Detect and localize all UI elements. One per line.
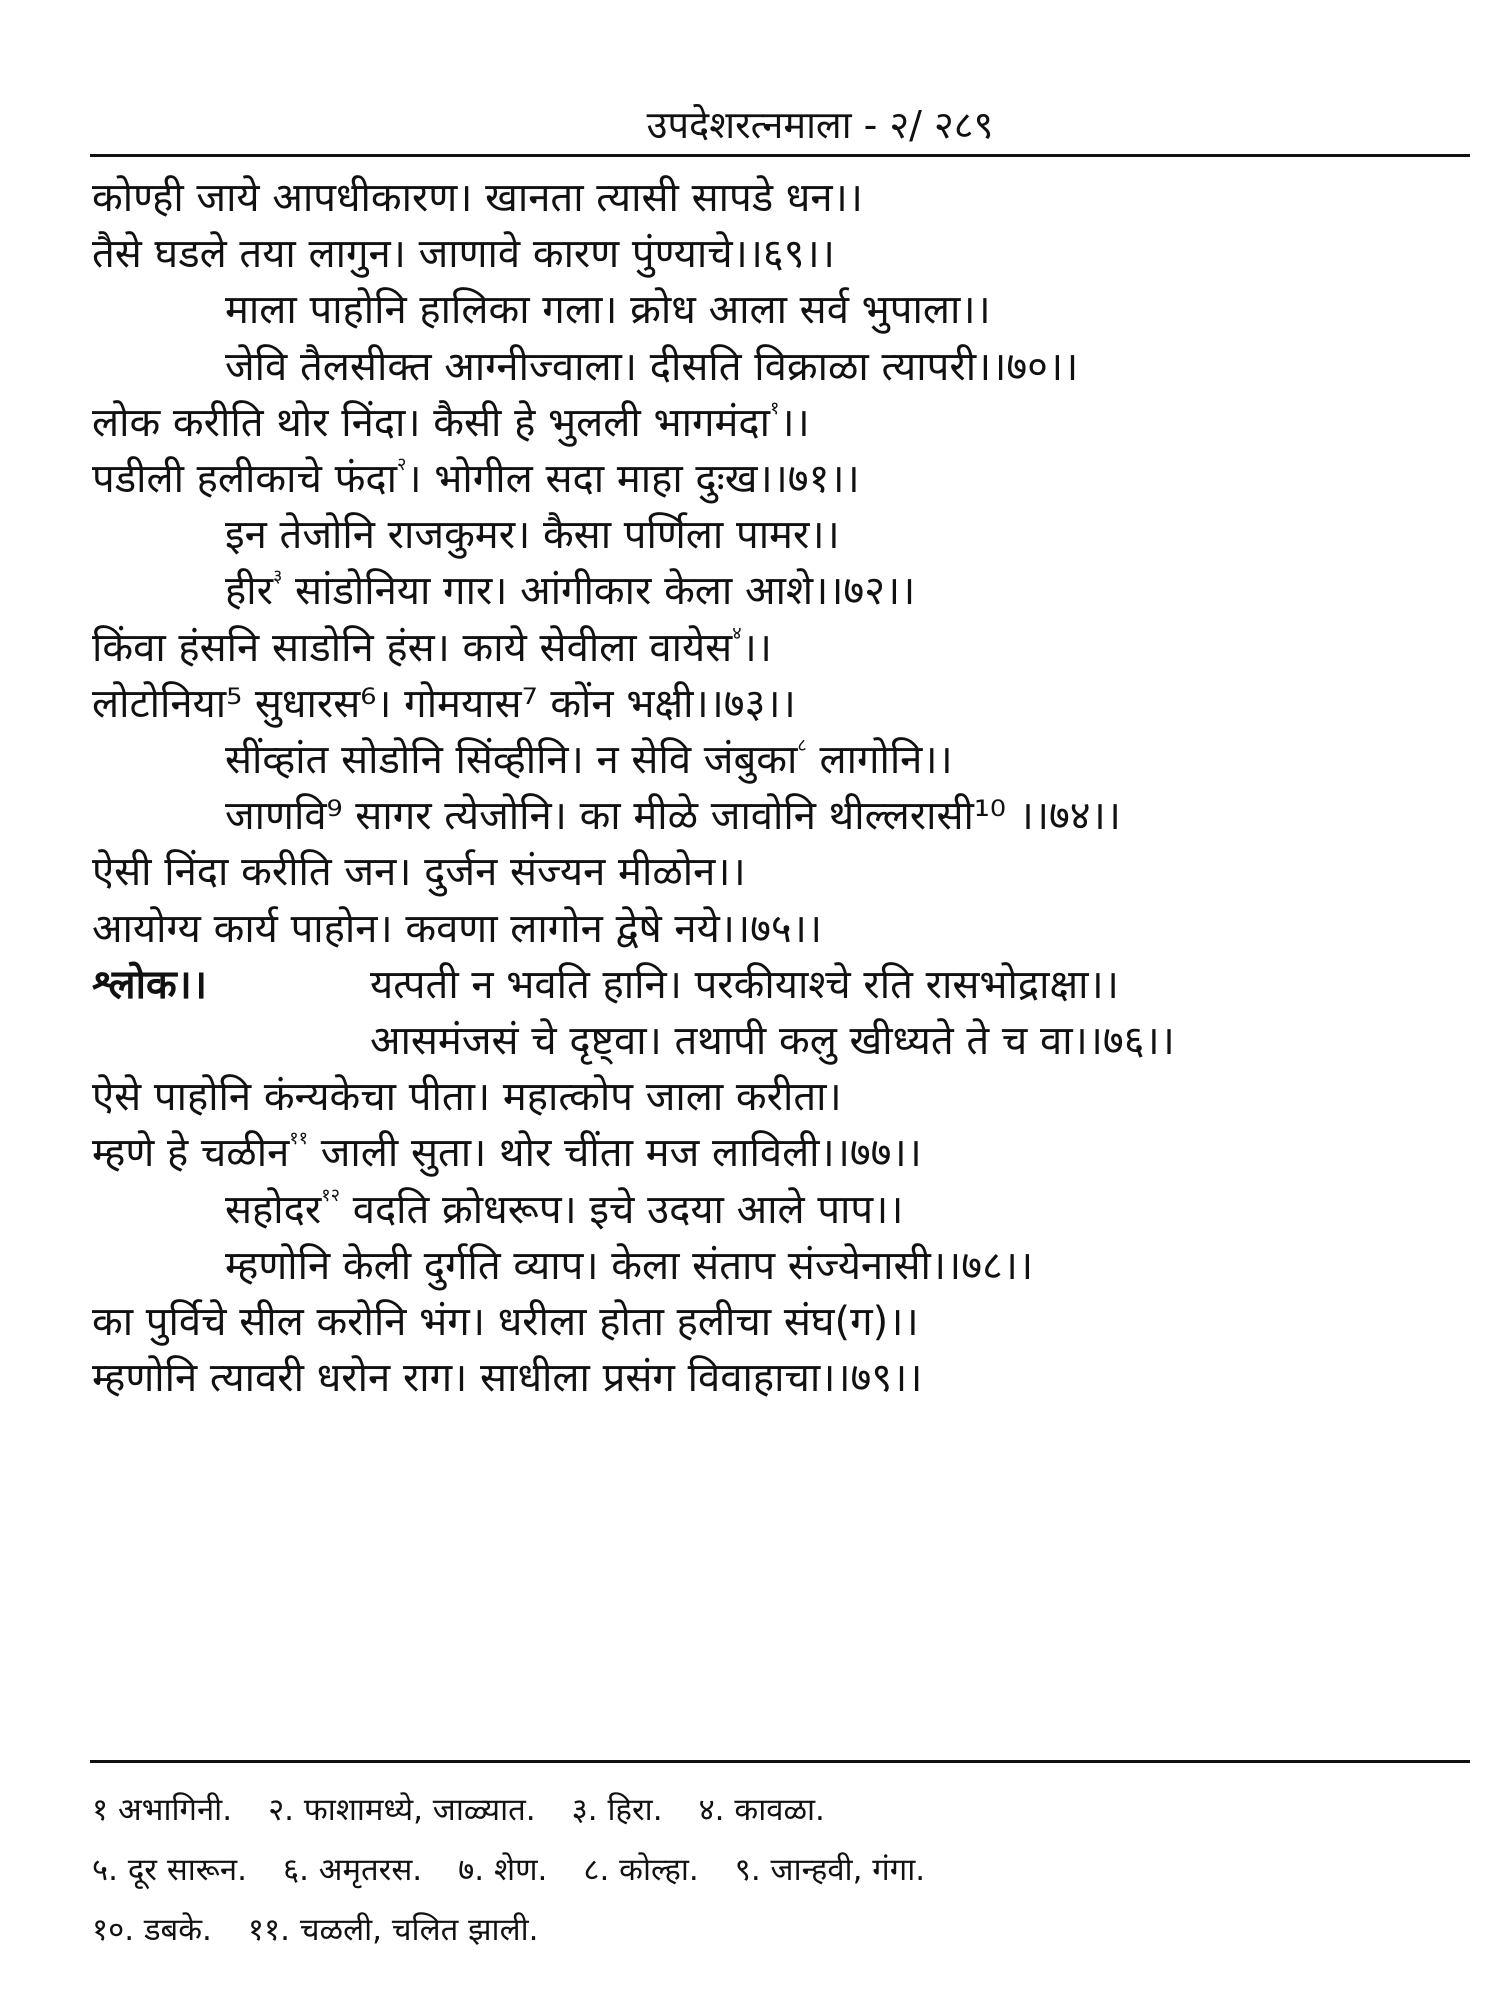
- footnote-marker: ११: [289, 1128, 309, 1150]
- verse-line: [92, 620, 772, 676]
- verse-text: लागोनि।।: [806, 737, 953, 783]
- footnote-item: ५. दूर सारून.: [92, 1852, 247, 1888]
- verse-text: लोटोनिया⁵ सुधारस⁶। गोमयास⁷ कोंन भक्षी।।७३।।: [92, 680, 796, 727]
- footnote-marker: ८: [797, 735, 807, 756]
- verse-line: [370, 957, 1119, 1013]
- footnote-item: ७. शेण.: [458, 1852, 548, 1888]
- verse-text: तैसे घडले तया लागुन। जाणावे कारण पुंण्याचे।।६९।।: [92, 231, 835, 278]
- verse-text: ।।: [779, 399, 810, 446]
- verse-text: जाली सुता। थोर चींता मज लाविली।।७७।।: [308, 1130, 922, 1177]
- verse-line: [92, 170, 863, 226]
- footnote-line: [92, 1780, 1472, 1840]
- footnote-item: १ अभागिनी.: [92, 1792, 233, 1828]
- verse-line: [225, 507, 840, 563]
- footnote-marker: २: [397, 454, 407, 475]
- footnote-marker: १: [770, 397, 780, 419]
- verse-line: [225, 1238, 1033, 1294]
- footnote-item: ३. हिरा.: [571, 1792, 663, 1828]
- header-rule: [90, 154, 1470, 157]
- verse-text: आसमंजसं चे दृष्ट्वा। तथापी कलु खीध्यते ते च वा।।७६।।: [370, 1018, 1175, 1064]
- verse-text: पडीली हलीकाचे फंदा: [92, 456, 398, 502]
- footnotes: [92, 1780, 1472, 1960]
- footnote-marker: १२: [321, 1184, 340, 1206]
- footnote-item: १०. डबके.: [92, 1912, 212, 1948]
- verse-line: [92, 676, 796, 732]
- verse-line: [225, 282, 991, 338]
- verse-line: [92, 395, 810, 451]
- verse-text: का पुर्विचे सील करोनि भंग। धरीला होता हलीचा संघ(ग)।।: [92, 1299, 919, 1345]
- verse-text: वदति क्रोधरूप। इचे उदया आले पाप।।: [339, 1186, 904, 1233]
- footnote-item: ११. चळली, चलित झाली.: [247, 1912, 539, 1948]
- verse-text: हीर: [225, 568, 273, 615]
- verse-text: म्हणोनि त्यावरी धरोन राग। साधीला प्रसंग विवाहाचा।।७९।।: [92, 1355, 923, 1402]
- verse-line: [92, 1069, 842, 1125]
- verse-text: म्हणोनि केली दुर्गति व्याप। केला संताप संज्येनासी।।७८।।: [225, 1242, 1034, 1289]
- verse-line: [92, 844, 746, 900]
- verse-line: [225, 563, 915, 619]
- verse-text: ।।: [741, 624, 772, 671]
- verse-line: [92, 901, 822, 957]
- verse-text: ऐसे पाहोनि कंन्यकेचा पीता। महात्कोप जाला करीता।: [92, 1074, 842, 1121]
- verse-line: [92, 1350, 922, 1406]
- verse-line: [92, 1125, 922, 1181]
- footnote-line: [92, 1840, 1472, 1900]
- footnote-marker: ४: [732, 622, 742, 644]
- page-header: उपदेशरत्नमाला - २/ २८९: [646, 103, 994, 147]
- verse-text: माला पाहोनि हालिका गला। क्रोध आला सर्व भुपाला।।: [225, 287, 991, 334]
- verse-text: सींव्हांत सोडोनि सिंव्हीनि। न सेवि जंबुका: [225, 737, 798, 783]
- footnote-item: २. फाशामध्ये, जाळ्यात.: [268, 1792, 536, 1828]
- footnote-item: ८. कोल्हा.: [583, 1852, 699, 1888]
- verse-line: [225, 732, 953, 788]
- verse-line: [92, 226, 835, 282]
- footnote-marker: ३: [272, 566, 283, 588]
- verse-text: किंवा हंसनि साडोनि हंस। काये सेवीला वायेस: [92, 624, 733, 671]
- verse-text: इन तेजोनि राजकुमर। कैसा पर्णिला पामर।।: [225, 512, 840, 559]
- verse-text: सांडोनिया गार। आंगीकार केला आशे।।७२।।: [282, 568, 916, 615]
- verse-line: [225, 788, 1121, 844]
- verse-text: कोण्ही जाये आपधीकारण। खानता त्यासी सापडे धन।।: [92, 175, 863, 221]
- verse-text: आयोग्य कार्य पाहोन। कवणा लागोन द्वेषे नये।।७५।।: [92, 905, 823, 952]
- verse-line: [92, 451, 860, 507]
- verse-text: ऐसी निंदा करीति जन। दुर्जन संज्यन मीळोन।।: [92, 849, 746, 896]
- verse-text: लोक करीति थोर निंदा। कैसी हे भुलली भागमंदा: [92, 399, 771, 446]
- verse-text: । भोगील सदा माहा दुःख।।७१।।: [406, 456, 860, 502]
- verse-text: म्हणे हे चळीन: [92, 1130, 290, 1177]
- verse-line: [225, 339, 1078, 395]
- verse-text: सहोदर: [225, 1186, 322, 1233]
- footnote-item: ६. अमृतरस.: [282, 1852, 423, 1888]
- footnote-line: [92, 1900, 1472, 1960]
- verse-text: जाणवि⁹ सागर त्येजोनि। का मीळे जावोनि थील्लरासी¹⁰ ।।७४।।: [225, 793, 1121, 840]
- verse-line: [92, 1294, 919, 1350]
- verse-text: जेवि तैलसीक्त आग्नीज्वाला। दीसति विक्राळा त्यापरी।।७०।।: [225, 343, 1079, 390]
- verse-text: यत्पती न भवति हानि। परकीयाश्चे रति रासभोद्राक्षा।।: [370, 961, 1119, 1008]
- footnote-item: ४. कावळा.: [698, 1792, 825, 1828]
- shloka-label: श्लोक।।: [92, 961, 207, 1008]
- verse-line: [370, 1013, 1175, 1069]
- footnote-item: ९. जान्हवी, गंगा.: [734, 1852, 926, 1888]
- footnote-rule: [90, 1760, 1470, 1763]
- verse-line: [225, 1182, 903, 1238]
